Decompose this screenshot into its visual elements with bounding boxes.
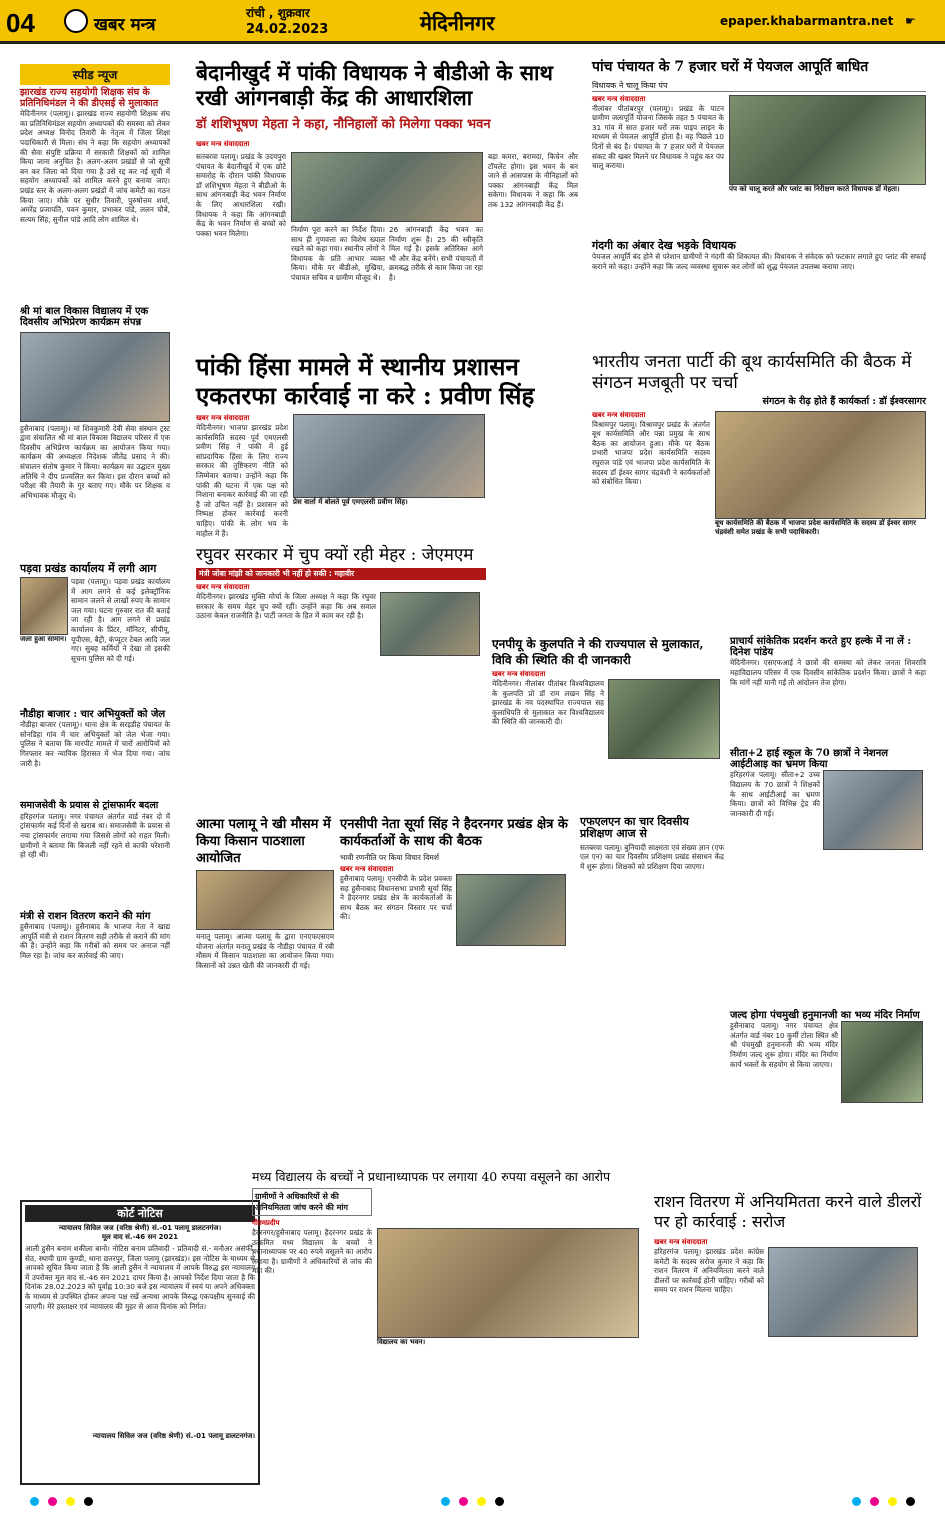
court-notice-title: कोर्ट नोटिस	[25, 1205, 255, 1222]
footer-dots-mid	[441, 1497, 504, 1506]
website-link[interactable]: epaper.khabarmantra.net	[720, 14, 894, 28]
iti-story	[730, 748, 926, 874]
ncp-subheadline: भावी रणनीति पर किया विचार विमर्श	[340, 853, 439, 862]
ncp-byline: खबर मन्त्र संवाददाता	[340, 865, 394, 873]
water-body-2: पेयजल आपूर्ति बंद होने से परेशान ग्रामीणों ने गंदगी की शिकायत की। विधायक ने संवेदक को फटकार लगाते हुए प्लांट की सफाई कराने को कहा। उन्होंने कहा कि जल्द व्यवस्था सुचारू कर लोगों को शुद्ध पेयजल उपलब्ध कराया जाए।	[592, 251, 926, 271]
brief-1-body: मेदिनीनगर (पलामू)। झारखंड राज्य सहयोगी शिक्षक संघ का प्रतिनिधिमंडल सहयोग अध्यापकों की समस्या को लेकर प्रदेश अध्यक्ष विनोद तिवारी के नेतृत्व में जिला शिक्षा पदाधिकारी से मिला। संघ ने कहा कि सहयोग अध्यापकों की सेवा संपुष्टि प्रक्रिया में सरकारी शिक्षकों को शामिल किया जाना अनुचित है। अलग-अलग प्रखंडों से जो सूची बन कर जिला को दिया गया है उसे रद्द कर नई सूची में सहयोग अध्यापकों को शामिल करने हुए बनाया जाए। प्रखंड स्तर के अलग-अलग प्रखंडों में जांच कमेटी का गठन किया जाए। मौके पर सुधीर तिवारी, पुरुषोत्तम शर्मा, अमरेंद्र प्रजापति, पवन कुमार, प्रभाकर पांडे, ललन चौबे, सत्यम सिंह, सुनील पांडे आदि लोग शामिल थे।	[20, 109, 170, 224]
iti-body: हरिहरगंज पलामू। सीता+2 उच्च विद्यालय के 70 छात्रों ने शिक्षकों के साथ आईटीआई का भ्रमण किया। छात्रों को विभिन्न ट्रेड की जानकारी दी गई।	[730, 770, 820, 818]
court-notice-body: आली हुसैन बनाम शकीला बानो। नोटिस बनाम प्रतिवादी - प्रतिवादी सं.- मनौअर असंर्फी, सेठ, स्थायी ग्राम कुण्डी, थाना छतरपुर, जिला पलामू (झारखंड)। इस नोटिस के माध्यम से आपको सूचित किया जाता है कि आली हुसैन ने न्यायालय में आपके विरुद्ध इस न्यायालय में उपरोक्त मूल वाद सं.-46 सन 2021 दायर किया है। आपको निर्देश दिया जाता है कि दिनांक 28.02.2023 को पूर्वाह्न 10:30 बजे इस न्यायालय में स्वयं या अपने अधिवक्ता के माध्यम से उपस्थित होकर अपना पक्ष रखें अन्यथा आपके विरुद्ध एकपक्षीय सुनवाई की जाएगी। मेरे हस्ताक्षर एवं न्यायालय की मुहर से आज दिनांक को निर्गत।	[25, 1244, 255, 1311]
court-notice	[20, 1200, 260, 1485]
protest-story	[730, 636, 926, 746]
court-case-number: मूल वाद सं.-46 सन 2021	[101, 1233, 179, 1241]
raghubar-body: मेदिनीनगर। झारखंड मुक्ति मोर्चा के जिला अध्यक्ष ने कहा कि रघुवर सरकार के समय मेहर चुप क्यों रहीं। उन्होंने कहा कि अब सवाल उठाना केवल राजनीति है। पार्टी जनता के हित में काम कर रही है।	[196, 592, 376, 621]
ncp-headline: एनसीपी नेता सूर्या सिंह ने हैदरनगर प्रखंड क्षेत्र के कार्यकर्ताओं के साथ की बैठक	[340, 817, 568, 849]
bjp-byline: खबर मन्त्र संवाददाता	[592, 410, 646, 419]
vc-byline: खबर मन्त्र संवाददाता	[492, 670, 546, 678]
water-subheadline: विधायक ने चालू किया पंप	[592, 80, 926, 92]
water-headline-2: गंदगी का अंबार देख भड़के विधायक	[592, 238, 736, 252]
bjp-photo	[715, 411, 926, 519]
panki-body: मेदिनीनगर। भाजपा झारखंड प्रदेश कार्यसमिति सदस्य पूर्व एमएलसी प्रवीण सिंह ने पांकी में हुई सांप्रदायिक हिंसा के लिए राज्य सरकार की तुष्टिकरण नीति को जिम्मेवार बताया। उन्होंने कहा कि पांकी की घटना में एक पक्ष को निशाना बनाकर कार्रवाई की जा रही है जो उचित नहीं है। प्रशासन को निष्पक्ष होकर कार्रवाई करनी चाहिए। पांकी के लोग भय के माहौल में हैं।	[196, 423, 288, 538]
kisan-headline: आत्मा पलामू ने खी मौसम में किया किसान पाठशाला आयोजित	[196, 817, 331, 866]
footer-dots-left	[30, 1497, 93, 1506]
lead-body-a: सतबरवा पलामू। प्रखंड के उदयपुरा पंचायत के बेदानीखुर्द में एक छोटे समारोह के दौरान पांकी विधायक डॉ शशिभूषण मेहता ने बीडीओ के साथ आंगनबाड़ी केंद्र भवन निर्माण के लिए आधारशिला रखी। विधायक ने कहा कि आंगनबाड़ी केंद्र के भवन निर्माण से बच्चों को पक्का भवन मिलेगा।	[196, 152, 286, 238]
hanuman-body: हुसैनाबाद पलामू। नगर पंचायत क्षेत्र अंतर्गत वार्ड नंबर 10 कुर्मी टोला स्थित श्री श्री पंचमुखी हनुमानजी की भव्य मंदिर निर्माण जल्द शुरू होगा। मंदिर का निर्माण कार्य भक्तों के सहयोग से किया जाएगा।	[730, 1021, 838, 1069]
footer-dots-right	[852, 1497, 915, 1506]
footer-registration-marks	[0, 1490, 945, 1512]
ration-photo	[768, 1247, 918, 1337]
iti-photo	[823, 770, 923, 850]
brief-2-headline: श्री मां बाल विकास विद्यालय में एक दिवसीय अभिप्रेरण कार्यक्रम संपन्न	[20, 306, 149, 329]
paper-name: खबर मन्त्र	[94, 15, 156, 35]
brief-6-body: हुसैनाबाद (पलामू)। हुसैनाबाद के भाजपा नेता ने खाद्य आपूर्ति मंत्री से राशन वितरण सही तरीके से कराने की मांग की है। उन्होंने कहा कि गरीबों को समय पर अनाज नहीं मिल रहा है। जांच कर कार्रवाई की जाए।	[20, 921, 170, 960]
bjp-story	[592, 352, 926, 632]
ration-story	[654, 1192, 926, 1470]
kisan-story	[196, 816, 334, 1036]
brief-4-body: नौडीहा बाजार (पलामू)। थाना क्षेत्र के सरइडीह पंचायत के सोनडिहा गांव में चार अभियुक्तों को जेल भेजा गया। पुलिस ने बताया कि मारपीट मामले में चारों आरोपियों को गिरफ्तार कर न्यायिक हिरासत में भेज दिया गया। जांच जारी है।	[20, 720, 170, 768]
raghubar-story	[196, 546, 486, 766]
ration-body: हरिहरगंज पलामू। झारखंड प्रदेश कांग्रेस कमेटी के सदस्य सरोज कुमार ने कहा कि राशन वितरण में अनियमितता करने वाले डीलरों पर कार्रवाई होनी चाहिए। गरीबों को समय पर राशन मिलना चाहिए।	[654, 1247, 764, 1295]
ncp-photo	[456, 874, 566, 946]
raghubar-byline: खबर मन्त्र संवाददाता	[196, 583, 250, 592]
lead-body-d: बड़ा कमरा, बरामदा, किचेन और टॉयलेट होगा। इस भवन के बन जाने से आसपास के नौनिहालों को पक्का आंगनबाड़ी केंद्र मिल सकेगा। विधायक ने कहा कि अब तक 132 आंगनबाड़ी केंद्र हैं।	[488, 152, 578, 209]
cursor-icon: ☛	[905, 14, 916, 28]
ncp-story	[340, 816, 572, 1036]
brief-6-headline: मंत्री से राशन वितरण कराने की मांग	[20, 910, 151, 922]
brief-2-body: हुसैनाबाद (पलामू)। मां शिवकुमारी देवी सेवा संस्थान ट्रस्ट द्वारा संचालित श्री मां बाल विकास विद्यालय परिसर में एक दिवसीय अभिप्रेरण कार्यक्रम का आयोजन किया गया। कार्यक्रम की अध्यक्षता निदेशक जीतेंद्र प्रसाद ने की। संचालन संतोष कुमार ने किया। कार्यक्रम का उद्घाटन मुख्य अतिथि ने दीप प्रज्वलित कर किया। इस दौरान बच्चों को परीक्षा की तैयारी के गुर बताए गए। मौके पर शिक्षक व अभिभावक मौजूद थे।	[20, 423, 170, 500]
bjp-body: विश्रामपुर पलामू। विश्रामपुर प्रखंड के अंतर्गत बूथ कार्यसमिति और पन्ना प्रमुख के साथ बैठक का आयोजन हुआ। मौके पर बैठक प्रभारी भाजपा प्रदेश कार्यसमिति सदस्य रघुराज पांडे एवं भाजपा प्रदेश कार्यसमिति के सदस्य डॉ ईश्वर सागर चंद्रवंशी ने कार्यकर्ताओं को संबोधित किया।	[592, 419, 710, 487]
vidyalaya-byline: गौतमप्रदीप	[252, 1219, 280, 1227]
speed-news-header: स्पीड न्यूज	[20, 64, 170, 85]
kisan-body: मनातू पलामू। आत्मा पलामू के द्वारा एनएफएसएम योजना अंतर्गत मनातू प्रखंड के नौडीहा पंचायत में रबी मौसम में किसान पाठशाला का आयोजन किया गया। किसानों को उन्नत खेती की जानकारी दी गई।	[196, 932, 334, 970]
hanuman-story	[730, 1010, 926, 1160]
hanuman-headline: जल्द होगा पंचमुखी हनुमानजी का भव्य मंदिर निर्माण	[730, 1010, 920, 1021]
vc-story	[492, 636, 724, 804]
water-headline: पांच पंचायत के 7 हजार घरों में पेयजल आपूर्ति बाधित	[592, 59, 869, 75]
brief-3-caption: जला हुआ सामान।	[20, 634, 67, 643]
brief-3-headline: पड़वा प्रखंड कार्यालय में लगी आग	[20, 561, 157, 575]
iti-headline: सीता+2 हाई स्कूल के 70 छात्रों ने नेशनल आईटीआइ का भ्रमण किया	[730, 748, 889, 771]
court-notice-signature: न्यायालय सिविल जज (वरिष्ठ श्रेणी) सं.-01 पलामू डालटनगंज।	[92, 1432, 255, 1440]
protest-body: मेदिनीनगर। एसएफआई ने छात्रों की समस्या को लेकर जनता शिवरात्रि महाविद्यालय परिसर में एक दिवसीय सांकेतिक प्रदर्शन किया। छात्रों ने कहा कि मांगें नहीं मानी गईं तो आंदोलन तेज होगा।	[730, 658, 926, 687]
lead-headline: बेदानीखुर्द में पांकी विधायक ने बीडीओ के साथ रखी आंगनबाड़ी केंद्र की आधारशिला	[196, 60, 553, 110]
date: 24.02.2023	[246, 22, 329, 37]
protest-headline: प्राचार्य सांकेतिक प्रदर्शन करते हुए हल्के में ना लें : दिनेश पांडेय	[730, 636, 912, 659]
raghubar-photo	[380, 592, 480, 656]
page-number: 04	[6, 8, 35, 38]
masthead	[0, 0, 945, 44]
panki-byline: खबर मन्त्र संवाददाता	[196, 414, 250, 422]
court-notice-subtitle: न्यायालय सिविल जज (वरिष्ठ श्रेणी) सं.-01 पलामू डालटनगंज।	[58, 1224, 222, 1232]
brief-1-headline: झारखंड राज्य सहयोगी शिक्षक संघ के प्रतिनिधिमंडल ने की डीएसई से मुलाकात	[20, 87, 159, 109]
vc-photo	[608, 679, 720, 759]
fln-headline: एफएलएन का चार दिवसीय प्रशिक्षण आज से	[580, 815, 689, 841]
city-day: रांची , शुक्रवार	[246, 6, 310, 20]
drinking-water-story	[592, 60, 926, 348]
lead-story	[196, 60, 580, 348]
bjp-subheadline: संगठन के रीढ़ होते हैं कार्यकर्ता : डॉ ईश्वरसागर	[762, 396, 926, 407]
vidyalaya-headline: मध्य विद्यालय के बच्चों ने प्रधानाध्यापक पर लगाया 40 रुपया वसूलने का आरोप	[252, 1169, 611, 1184]
brief-5-headline: समाजसेवी के प्रयास से ट्रांसफार्मर बदला	[20, 800, 159, 812]
ration-byline: खबर मन्त्र संवाददाता	[654, 1238, 708, 1246]
brief-3-photo	[20, 577, 68, 635]
brief-4-headline: नौडीहा बाजार : चार अभियुक्तों को जेल	[20, 708, 166, 720]
bjp-photo-caption: बूथ कार्यसमिति की बैठक में भाजपा प्रदेश कार्यसमिति के सदस्य डॉ ईश्वर सागर चंद्रवंशी समेत प्रखंड के सभी पदाधिकारी।	[715, 518, 916, 536]
panki-story	[196, 352, 580, 540]
section-title: मेदिनीनगर	[420, 11, 495, 35]
vidyalaya-story	[252, 1170, 644, 1470]
lead-byline: खबर मन्त्र संवाददाता	[196, 140, 250, 148]
vidyalaya-photo-caption: विद्यालय का भवन।	[377, 1338, 426, 1346]
panki-photo	[293, 414, 485, 498]
water-byline: खबर मन्त्र संवाददाता	[592, 94, 646, 103]
lead-subheadline: डॉ शशिभूषण मेहता ने कहा, नौनिहालों को मिलेगा पक्का भवन	[196, 117, 491, 132]
vidyalaya-body: हैदरनगर/हुसैनाबाद पलामू। हैदरनगर प्रखंड के उत्क्रमित मध्य विद्यालय के बच्चों ने प्रधानाध्यापक पर 40 रुपये वसूलने का आरोप लगाया है। ग्रामीणों ने अधिकारियों से जांच की मांग की।	[252, 1228, 372, 1276]
fln-body: सतबरवा पलामू। बुनियादी साक्षरता एवं संख्या ज्ञान (एफ एल एन) का चार दिवसीय प्रशिक्षण प्रखंड संसाधन केंद्र में शुरू होगा। शिक्षकों को प्रशिक्षण दिया जाएगा।	[580, 842, 724, 871]
panki-photo-caption: प्रेस वार्ता में बोलते पूर्व एमएलसी प्रवीण सिंह।	[293, 498, 408, 506]
brief-2-photo	[20, 332, 170, 422]
water-body: नीलांबर पीतांबरपुर (पलामू)। प्रखंड के पाटन ग्रामीण जलापूर्ति योजना जिसके तहत 5 पंचायत के 31 गांव में सात हजार घरों तक पाइप लाइन के माध्यम से पेयजल आपूर्ति होता है। वह पिछले 10 दिनों से बंद है। पंचायत के 7 हजार घरों में पेयजल संकट की खबर मिलने पर विधायक ने पहुंच कर पंप चालू कराया।	[592, 103, 724, 171]
lead-photo	[291, 152, 483, 222]
vidyalaya-photo	[377, 1228, 639, 1338]
brief-3-body: पड़वा (पलामू)। पड़वा प्रखंड कार्यालय में आग लगने से कई इलेक्ट्रॉनिक सामान जलने से लाखों रुपए के सामान जल गया। घटना गुरुवार रात की बताई जा रही है। आग लगने से प्रखंड कार्यालय के प्रिंटर, मॉनिटर, सीपीयू, यूपीएस, बैट्री, कंप्यूटर टेबल आदि जल गए। सुबह कर्मियों ने देखा तो इसकी सूचना पुलिस को दी गई।	[71, 576, 170, 663]
raghubar-headline: रघुवर सरकार में चुप क्यों रही मेहर : जेएमएम	[196, 545, 474, 565]
vc-body: मेदिनीनगर। नीलांबर पीतांबर विश्वविद्यालय के कुलपति प्रो डॉ राम लखन सिंह ने झारखंड के नव पदस्थापित राज्यपाल सह कुलाधिपति से मुलाकात कर विश्वविद्यालय की स्थिति की जानकारी दी।	[492, 679, 604, 727]
brief-5-body: हरिहरगंज पलामू। नगर पंचायत अंतर्गत वार्ड नंबर दो में ट्रांसफार्मर कई दिनों से खराब था। समाजसेवी के प्रयास से नया ट्रांसफार्मर लगाया गया जिससे लोगों को राहत मिली। ग्रामीणों ने बताया कि बिजली नहीं रहने से काफी परेशानी हो रही थी।	[20, 811, 170, 860]
lead-body-c: 26 आंगनबाड़ी केंद्र भवन का निर्माण शुरू है। 25 की स्वीकृति मिल गई है। इसके अतिरिक्त आगे भी और केंद्र बनेंगे। सभी पंचायतों में क्रमबद्ध तरीके से काम किया जा रहा है।	[389, 225, 483, 282]
water-photo	[729, 95, 926, 185]
bjp-headline: भारतीय जनता पार्टी की बूथ कार्यसमिति की बैठक में संगठन मजबूती पर चर्चा	[592, 352, 912, 393]
vc-headline: एनपीयू के कुलपति ने की राज्यपाल से मुलाकात, विवि की स्थिति की दी जानकारी	[492, 637, 704, 667]
hanuman-photo	[841, 1021, 923, 1103]
raghubar-subheadline: मंत्री जोबा मांझी को जानकारी भी नहीं हो सकी : महावीर	[196, 568, 486, 580]
vidyalaya-subheadline: ग्रामीणों ने अधिकारियों से की अनियमितता जांच करने की मांग	[252, 1188, 372, 1216]
kisan-photo	[196, 870, 334, 930]
fln-story	[580, 816, 724, 1036]
lead-body-b: निर्माण पूरा करने का निर्देश दिया। साथ ही गुणवत्ता का विशेष ख्याल रखने को कहा गया। स्थानीय लोगों ने विधायक के प्रति आभार व्यक्त किया। मौके पर बीडीओ, मुखिया, पंचायत सचिव व ग्रामीण मौजूद थे।	[291, 225, 385, 282]
ncp-body: हुसैनाबाद पलामू। एनसीपी के प्रदेश प्रवक्ता सह हुसैनाबाद विधानसभा प्रभारी सूर्या सिंह ने हैदरनगर प्रखंड क्षेत्र के कार्यकर्ताओं के साथ बैठक कर संगठन विस्तार पर चर्चा की।	[340, 874, 452, 922]
water-photo-caption: पंप को चालू करते और प्लांट का निरीक्षण करते विधायक डॉ मेहता।	[729, 184, 900, 193]
logo	[64, 9, 88, 33]
ration-headline: राशन वितरण में अनियमितता करने वाले डीलरों पर हो कार्रवाई : सरोज	[654, 1192, 922, 1231]
panki-headline: पांकी हिंसा मामले में स्थानीय प्रशासन एकतरफा कार्रवाई ना करे : प्रवीण सिंह	[196, 352, 535, 410]
